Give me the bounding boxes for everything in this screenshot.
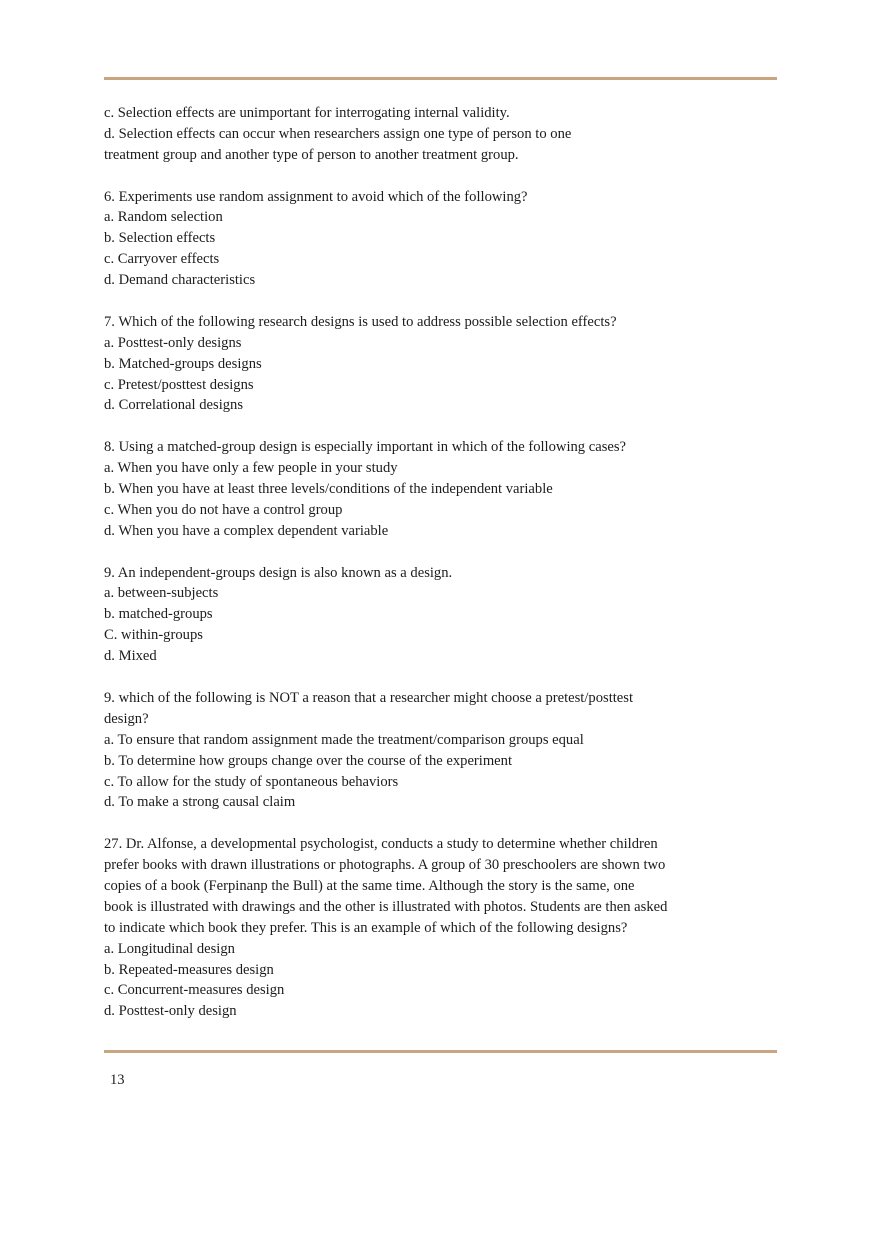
question-9a xyxy=(104,563,744,667)
question-8 xyxy=(104,437,744,541)
intro-block xyxy=(104,103,744,166)
page-content xyxy=(104,103,744,1022)
text-line: d. Selection effects can occur when researchers assign one type of person to one xyxy=(104,125,572,142)
answer-option: a. between-subjects xyxy=(104,585,219,602)
question-text: prefer books with drawn illustrations or photographs. A group of 30 preschoolers are shown two xyxy=(104,857,666,874)
question-text: copies of a book (Ferpinanp the Bull) at the same time. Although the story is the same, one xyxy=(104,877,635,894)
question-text: design? xyxy=(104,710,149,727)
question-6 xyxy=(104,187,744,291)
question-text: 6. Experiments use random assignment to avoid which of the following? xyxy=(104,188,528,205)
answer-option: b. To determine how groups change over the course of the experiment xyxy=(104,752,513,769)
question-text: 8. Using a matched-group design is especially important in which of the following cases? xyxy=(104,439,627,456)
answer-option: a. Longitudinal design xyxy=(104,940,235,957)
answer-option: c. Pretest/posttest designs xyxy=(104,376,254,393)
answer-option: d. To make a strong causal claim xyxy=(104,794,296,811)
page-number: 13 xyxy=(110,1072,125,1088)
answer-option: d. Correlational designs xyxy=(104,397,244,414)
answer-option: b. When you have at least three levels/conditions of the independent variable xyxy=(104,481,553,498)
question-text: 27. Dr. Alfonse, a developmental psychologist, conducts a study to determine whether children xyxy=(104,836,658,853)
text-line: c. Selection effects are unimportant for interrogating internal validity. xyxy=(104,105,510,121)
text-line: treatment group and another type of person to another treatment group. xyxy=(104,146,519,163)
answer-option: a. Random selection xyxy=(104,209,223,226)
answer-option: d. Demand characteristics xyxy=(104,272,256,289)
footer-rule xyxy=(104,1050,777,1053)
answer-option: d. Mixed xyxy=(104,648,157,665)
answer-option: a. When you have only a few people in your study xyxy=(104,460,398,477)
answer-option: b. Selection effects xyxy=(104,230,216,247)
answer-option: C. within-groups xyxy=(104,627,203,644)
answer-option: d. When you have a complex dependent variable xyxy=(104,522,389,539)
question-7 xyxy=(104,312,744,416)
answer-option: c. To allow for the study of spontaneous behaviors xyxy=(104,773,399,790)
question-9b xyxy=(104,688,744,813)
question-text: 7. Which of the following research designs is used to address possible selection effects? xyxy=(104,313,617,330)
answer-option: b. Repeated-measures design xyxy=(104,961,274,978)
answer-option: b. Matched-groups designs xyxy=(104,355,262,372)
answer-option: a. To ensure that random assignment made the treatment/comparison groups equal xyxy=(104,731,584,748)
question-text: to indicate which book they prefer. This is an example of which of the following designs? xyxy=(104,919,628,936)
answer-option: d. Posttest-only design xyxy=(104,1003,237,1020)
question-27 xyxy=(104,834,744,1022)
answer-option: c. Carryover effects xyxy=(104,251,220,268)
question-text: 9. which of the following is NOT a reason that a researcher might choose a pretest/posttest xyxy=(104,689,634,706)
answer-option: c. When you do not have a control group xyxy=(104,501,343,518)
answer-option: c. Concurrent-measures design xyxy=(104,982,285,999)
header-rule xyxy=(104,77,777,80)
question-text: 9. An independent-groups design is also known as a design. xyxy=(104,564,453,581)
answer-option: a. Posttest-only designs xyxy=(104,334,242,351)
answer-option: b. matched-groups xyxy=(104,606,213,623)
question-text: book is illustrated with drawings and the other is illustrated with photos. Students are then asked xyxy=(104,898,668,915)
